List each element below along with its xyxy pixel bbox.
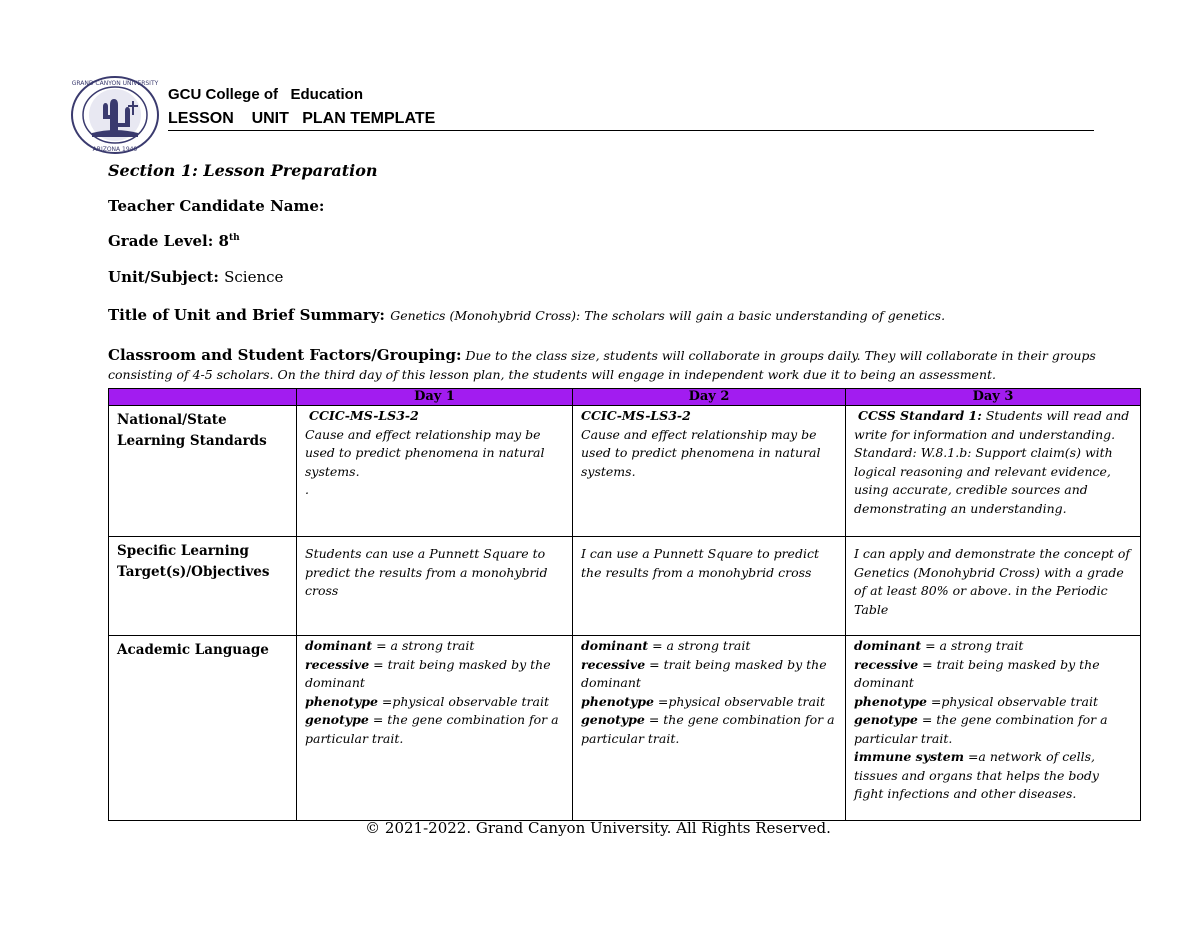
grade-level-field — [108, 232, 240, 250]
term-recessive: recessive — [581, 656, 646, 672]
term-recessive: recessive — [305, 656, 370, 672]
university-seal-icon — [70, 75, 160, 155]
term-dominant: dominant — [854, 638, 922, 653]
def-genotype: = the gene combination for a particular trait. — [305, 712, 559, 746]
table-row-objectives — [109, 537, 1141, 636]
copyright-text: © 2021-2022. Grand Canyon University. All Rights Reserved. — [365, 819, 831, 837]
standards-day-1 — [297, 406, 573, 537]
def-phenotype: =physical observable trait — [377, 693, 550, 709]
def-recessive: = trait being masked by the dominant — [581, 656, 827, 690]
def-phenotype: =physical observable trait — [926, 693, 1099, 709]
term-immune-system: immune system — [854, 749, 964, 764]
svg-text:GRAND CANYON UNIVERSITY: GRAND CANYON UNIVERSITY — [71, 80, 159, 87]
unit-summary-value: Genetics (Monohybrid Cross): The scholars will gain a basic understanding of genetics. — [390, 308, 946, 323]
teacher-name-label: Teacher Candidate Name: — [108, 197, 325, 215]
row-label-academic-language: Academic Language — [109, 636, 297, 821]
header-day-3: Day 3 — [846, 389, 1141, 406]
standards-day-3-head: CCSS Standard 1: — [858, 408, 982, 423]
grade-level-suffix: th — [228, 233, 240, 243]
header-day-1: Day 1 — [297, 389, 573, 406]
term-recessive: recessive — [854, 656, 919, 672]
term-dominant: dominant — [581, 638, 649, 653]
lesson-plan-table — [108, 388, 1141, 821]
academic-language-day-3 — [846, 636, 1141, 821]
term-phenotype: phenotype — [854, 693, 927, 709]
def-dominant: = a strong trait — [921, 638, 1024, 653]
unit-subject-label: Unit/Subject: — [108, 268, 219, 286]
def-recessive: = trait being masked by the dominant — [854, 656, 1100, 690]
term-genotype: genotype — [581, 712, 645, 727]
table-row-standards — [109, 406, 1141, 537]
grouping-label: Classroom and Student Factors/Grouping: — [108, 346, 462, 364]
term-dominant: dominant — [305, 638, 373, 653]
standards-day-3 — [846, 406, 1141, 537]
college-name: GCU College of Education — [168, 86, 364, 103]
grouping-field — [108, 346, 1148, 384]
template-title: LESSON UNIT PLAN TEMPLATE — [168, 110, 1094, 131]
term-phenotype: phenotype — [305, 693, 378, 709]
standards-day-1-extra: . — [305, 482, 309, 497]
grade-level-value: 8 — [218, 232, 229, 250]
def-genotype: = the gene combination for a particular trait. — [581, 712, 835, 746]
row-label-standards: National/State Learning Standards — [109, 406, 297, 537]
grade-level-label: Grade Level: — [108, 232, 214, 250]
standards-day-3-text: Students will read and write for information and understanding. Standard: W.8.1.b: Support claim(s) with logical reasoning and relevant evidence, using accurate, credible sources and demonstrating an understanding. — [854, 408, 1130, 516]
unit-summary-label: Title of Unit and Brief Summary: — [108, 306, 385, 324]
header-blank-cell — [109, 389, 297, 406]
objectives-day-3: I can apply and demonstrate the concept of Genetics (Monohybrid Cross) with a grade of at least 80% or above. in the Periodic Table — [846, 537, 1141, 636]
grouping-value: Due to the class size, students will collaborate in groups daily. They will collaborate in their groups consisting of 4-5 scholars. On the third day of this lesson plan, the students will engage in independent work due it to being an assessment. — [108, 348, 1096, 382]
def-recessive: = trait being masked by the dominant — [305, 656, 551, 690]
unit-subject-value: Science — [224, 268, 284, 286]
table-row-academic-language — [109, 636, 1141, 821]
def-dominant: = a strong trait — [372, 638, 475, 653]
svg-text:ARIZONA 1949: ARIZONA 1949 — [92, 146, 138, 153]
term-phenotype: phenotype — [581, 693, 654, 709]
def-dominant: = a strong trait — [648, 638, 751, 653]
table-header-row — [109, 389, 1141, 406]
standards-day-2-head: CCIC-MS-LS3-2 — [581, 408, 691, 423]
teacher-name-field — [108, 197, 324, 215]
objectives-day-2: I can use a Punnett Square to predict the results from a monohybrid cross — [573, 537, 846, 636]
academic-language-day-1 — [297, 636, 573, 821]
row-label-objectives: Specific Learning Target(s)/Objectives — [109, 537, 297, 636]
standards-day-2-text: Cause and effect relationship may be used to predict phenomena in natural systems. — [581, 426, 821, 479]
academic-language-day-2 — [573, 636, 846, 821]
header-day-2: Day 2 — [573, 389, 846, 406]
unit-summary-field — [108, 306, 945, 324]
standards-day-1-head: CCIC-MS-LS3-2 — [309, 408, 419, 423]
objectives-day-1: Students can use a Punnett Square to predict the results from a monohybrid cross — [297, 537, 573, 636]
standards-day-2 — [573, 406, 846, 537]
copyright-footer — [0, 819, 1200, 837]
def-genotype: = the gene combination for a particular trait. — [854, 712, 1108, 746]
term-genotype: genotype — [305, 712, 369, 727]
unit-subject-field — [108, 268, 283, 286]
standards-day-1-text: Cause and effect relationship may be used to predict phenomena in natural systems. — [305, 426, 545, 479]
def-immune-system: =a network of cells, tissues and organs that helps the body fight infections and other diseases. — [854, 749, 1099, 801]
term-genotype: genotype — [854, 712, 918, 727]
def-phenotype: =physical observable trait — [653, 693, 826, 709]
section-title: Section 1: Lesson Preparation — [108, 161, 378, 180]
